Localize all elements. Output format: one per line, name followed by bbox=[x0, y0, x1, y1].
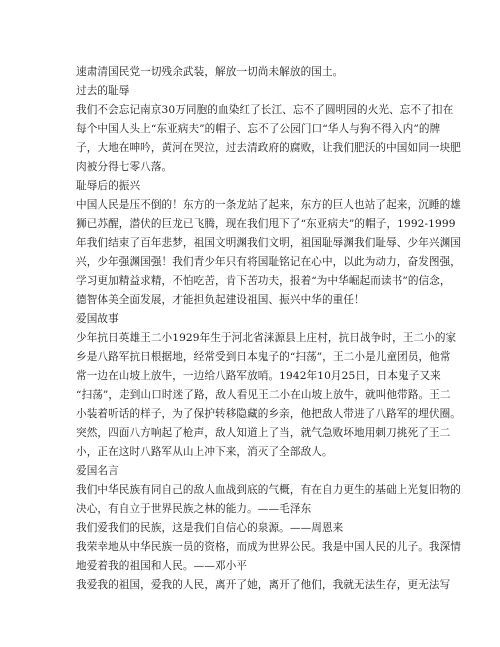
text-line: 我爱我的祖国，爱我的人民，离开了她，离开了他们，我就无法生存，更无法写 bbox=[76, 579, 451, 591]
text-line: 少年抗日英雄王二小1929年生于河北省涞源县上庄村，抗日战争时，王二小的家 bbox=[76, 332, 457, 344]
section-heading: 耻辱后的振兴 bbox=[76, 180, 141, 192]
text-line: 我荣幸地从中华民族一员的资格，而成为世界公民。我是中国人民的儿子。我深情 bbox=[76, 541, 461, 553]
text-line: 决心，有自立于世界民族之林的能力。——毛泽东 bbox=[76, 503, 312, 515]
text-line: “扫荡”，走到山口时迷了路，敌人看见王二小在山坡上放牛，就叫他带路。王二 bbox=[76, 389, 451, 401]
text-line: 乡是八路军抗日根据地，经常受到日本鬼子的“扫荡”，王二小是儿童团员，他常 bbox=[76, 351, 451, 363]
text-line: 小装着听话的样子，为了保护转移隐藏的乡亲，他把敌人带进了八路军的埋伏圈。 bbox=[76, 408, 461, 420]
text-line: 我们中华民族有同自己的敌人血战到底的气概，有在自力更生的基础上光复旧物的 bbox=[76, 484, 461, 496]
text-line: 每个中国人头上“东亚病夫”的帽子、忘不了公园门口“华人与狗不得入内”的牌 bbox=[76, 123, 441, 135]
text-line: 学习更加精益求精，不怕吃苦，肯下苦功夫，报着“为中华崛起而读书”的信念， bbox=[76, 275, 451, 287]
text-line: 狮已苏醒，潜伏的巨龙已飞腾，现在我们甩下了“东亚病夫”的帽子，1992-1999 bbox=[76, 218, 456, 230]
text-line: 小，正在这时八路军从山上冲下来，消灭了全部敌人。 bbox=[76, 446, 333, 458]
section-heading: 爱国故事 bbox=[76, 313, 119, 325]
section-heading: 过去的耻辱 bbox=[76, 85, 130, 97]
document-body bbox=[76, 63, 461, 595]
text-line: 德智体美全面发展，才能担负起建设祖国、振兴中华的重任！ bbox=[76, 294, 365, 306]
section-heading: 爱国名言 bbox=[76, 465, 119, 477]
text-line: 年我们结束了百年悲梦，祖国文明渊我们文明，祖国耻辱渊我们耻辱、少年兴渊国 bbox=[76, 237, 461, 249]
text-line: 子，大地在呻吟，黄河在哭泣，过去清政府的腐败，让我们肥沃的中国如同一块肥 bbox=[76, 142, 461, 154]
text-line: 速肃清国民党一切残余武装，解放一切尚未解放的国土。 bbox=[76, 66, 344, 78]
text-line: 中国人民是压不倒的！东方的一条龙站了起来，东方的巨人也站了起来，沉睡的雄 bbox=[76, 199, 461, 211]
text-line: 兴，少年强渊国强！我们青少年只有将国耻铭记在心中，以此为动力，奋发图强， bbox=[76, 256, 461, 268]
text-line: 地爱着我的祖国和人民。——邓小平 bbox=[76, 560, 248, 572]
text-line: 突然，四面八方响起了枪声，敌人知道上了当，就气急败坏地用刺刀挑死了王二 bbox=[76, 427, 451, 439]
text-line: 常一边在山坡上放牛，一边给八路军放哨。1942年10月25日，日本鬼子又来 bbox=[76, 370, 441, 382]
text-line: 肉被分得七零八落。 bbox=[76, 161, 173, 173]
text-line: 我们爱我们的民族，这是我们自信心的泉源。——周恩来 bbox=[76, 522, 344, 534]
text-line: 我们不会忘记南京30万同胞的血染红了长江、忘不了圆明园的火光、忘不了扣在 bbox=[76, 104, 454, 116]
